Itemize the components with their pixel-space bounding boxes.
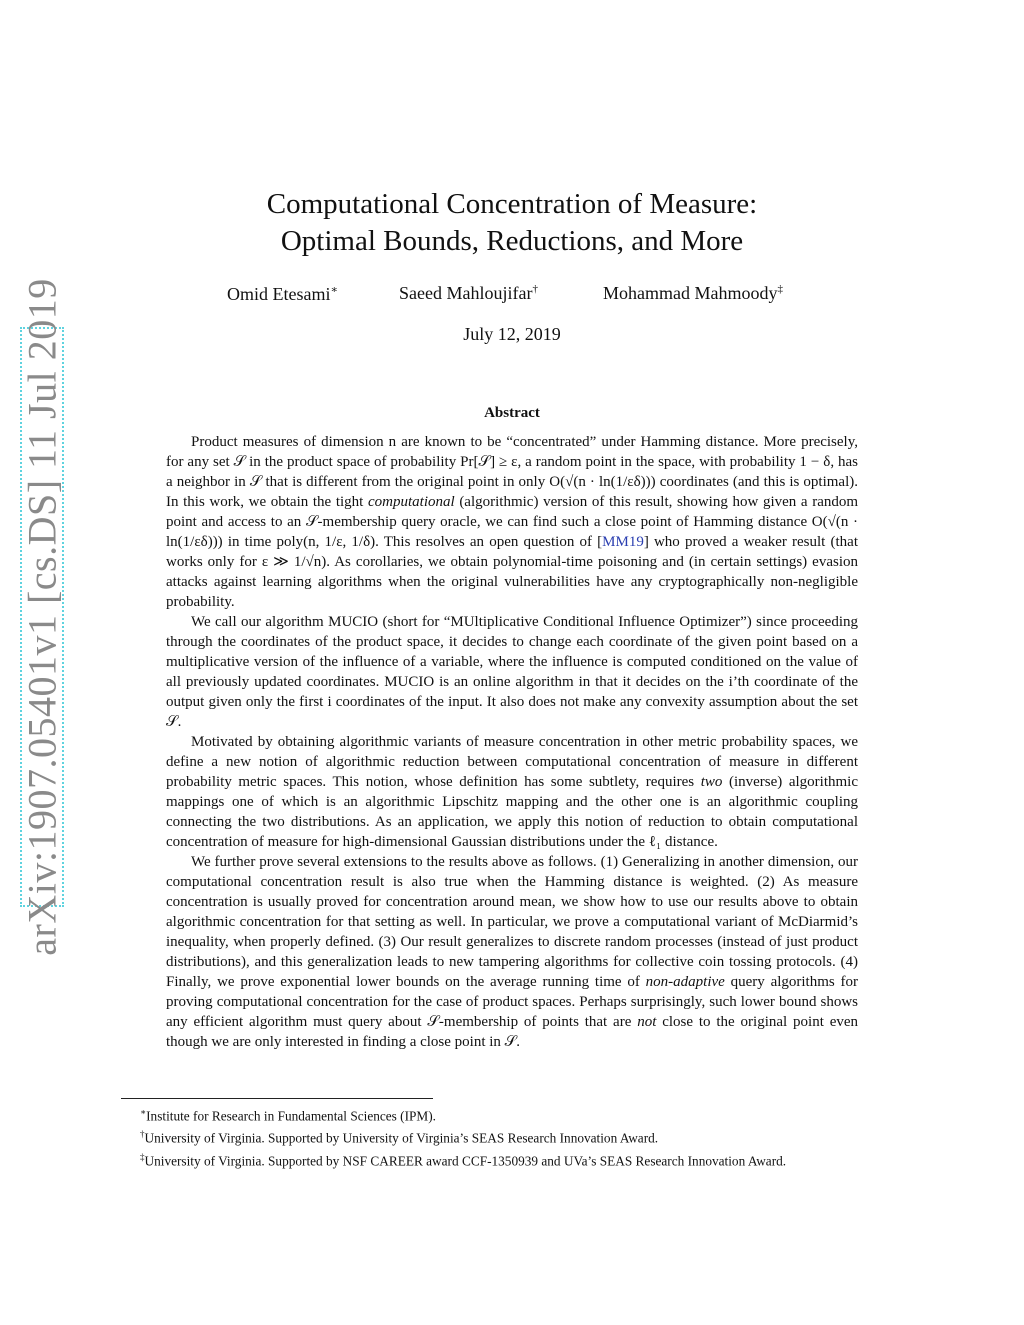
- footnote-text: University of Virginia. Supported by University of Virginia’s SEAS Research Innovation Award.: [144, 1130, 659, 1146]
- author-2: [399, 283, 538, 304]
- footnote-text: University of Virginia. Supported by NSF CAREER award CCF-1350939 and UVa’s SEAS Research Innovation Award.: [144, 1153, 787, 1169]
- abstract-paragraph-1: [166, 432, 858, 612]
- author-mark: ‡: [777, 283, 783, 295]
- abstract-text: (inverse) algorithmic mappings one of which is an algorithmic Lipschitz mapping and the other one is an algorithmic coupling connecting the two distributions. As an application, we apply this notion of reduction to obtain computational concentration of measure for high-dimensional Gaussian distributions under the ℓ₁ distance.: [166, 774, 858, 850]
- abstract-text: query algorithms for proving computational concentration for the case of product spaces. Perhaps surprisingly, such lower bound shows any efficient algorithm must query about 𝒮-membership of points that are: [166, 974, 859, 1030]
- emphasis-text: computational: [368, 494, 455, 510]
- abstract-body: [166, 432, 858, 1052]
- arxiv-stamp-text: arXiv:1907.05401v1 [cs.DS] 11 Jul 2019: [19, 278, 65, 956]
- author-3: [603, 283, 783, 304]
- abstract-text: close to the original point even though we are only interested in finding a close point in 𝒮.: [166, 1014, 859, 1050]
- footnote-3: [140, 1148, 900, 1170]
- citation-link[interactable]: MM19: [602, 534, 644, 550]
- paper-date: July 12, 2019: [463, 324, 561, 344]
- abstract-heading: Abstract: [484, 405, 540, 421]
- abstract-text: (algorithmic) version of this result, showing how given a random point and access to an 𝒮-membership query oracle, we can find such a close point of Hamming distance O(√(n · ln(1/εδ))) in time poly(n, 1/ε, 1/δ). This resolves an open question of [: [166, 494, 859, 550]
- footnote-2: [140, 1125, 900, 1147]
- author-name: Omid Etesami: [227, 284, 331, 304]
- paper-title: [0, 186, 1024, 260]
- emphasis-text: not: [637, 1014, 657, 1030]
- author-mark: †: [532, 283, 538, 295]
- footnote-1: [140, 1103, 900, 1125]
- abstract-text: Product measures of dimension n are known to be “concentrated” under Hamming distance. More precisely, for any set 𝒮 in the product space of probability Pr[𝒮] ≥ ε, a random point in the space, with probability 1 − δ, has a neighbor in 𝒮 that is different from the original point in only O(√(n · ln(1/εδ))) coordinates (and this is optimal). In this work, we obtain the tight: [166, 434, 858, 510]
- emphasis-text: non-adaptive: [645, 974, 725, 990]
- abstract-paragraph-2: We call our algorithm MUCIO (short for “MUltiplicative Conditional Influence Optimizer”) since proceeding through the coordinates of the product space, it decides to change each coordinate of the given point based on a multiplicative version of the influence of a variable, where the influence is computed conditioned on the value of all previously updated coordinates. MUCIO is an online algorithm in that it decides on the i’th coordinate of the output given only the first i coordinates of the input. It also does not make any convexity assumption about the set 𝒮.: [166, 614, 858, 730]
- footnote-mark: †: [140, 1129, 145, 1140]
- author-mark: ∗: [330, 284, 338, 296]
- footnote-mark: ∗: [140, 1107, 147, 1117]
- title-line-2: Optimal Bounds, Reductions, and More: [280, 225, 744, 257]
- footnote-mark: ‡: [140, 1151, 145, 1162]
- title-line-1: Computational Concentration of Measure:: [266, 188, 758, 220]
- abstract-text: We further prove several extensions to the results above as follows. (1) Generalizing in another dimension, our computational concentration result is also true when the Hamming distance is weighted. (2) As measure concentration is usually proved for concentration around mean, we show how to use our results above to obtain algorithmic concentration for that setting as well. In particular, we prove a computational variant of McDiarmid’s inequality, when properly defined. (3) Our result generalizes to discrete random processes (instead of just product distributions), and this generalization leads to new tampering algorithms for collective coin tossing protocols. (4) Finally, we prove exponential lower bounds on the average running time of: [166, 854, 858, 990]
- footnote-text: Institute for Research in Fundamental Sciences (IPM).: [146, 1108, 436, 1124]
- author-1: [227, 283, 338, 305]
- abstract-paragraph-3: [166, 732, 858, 852]
- footnotes: [140, 1103, 900, 1170]
- abstract-text: ] who proved a weaker result (that works only for ε ≫ 1/√n). As corollaries, we obtain polynomial-time poisoning and (in certain settings) evasion attacks against learning algorithms when the original vulnerabilities have any cryptographically non-negligible probability.: [166, 534, 858, 610]
- footnote-divider: [121, 1098, 433, 1099]
- emphasis-text: two: [700, 774, 723, 790]
- abstract-paragraph-4: [166, 852, 858, 1052]
- author-name: Mohammad Mahmoody: [603, 283, 778, 303]
- author-name: Saeed Mahloujifar: [399, 283, 533, 303]
- abstract-text: Motivated by obtaining algorithmic variants of measure concentration in other metric probability spaces, we define a new notion of algorithmic reduction between computational concentration of measure in different probability metric spaces. This notion, whose definition has some subtlety, requires: [166, 734, 858, 790]
